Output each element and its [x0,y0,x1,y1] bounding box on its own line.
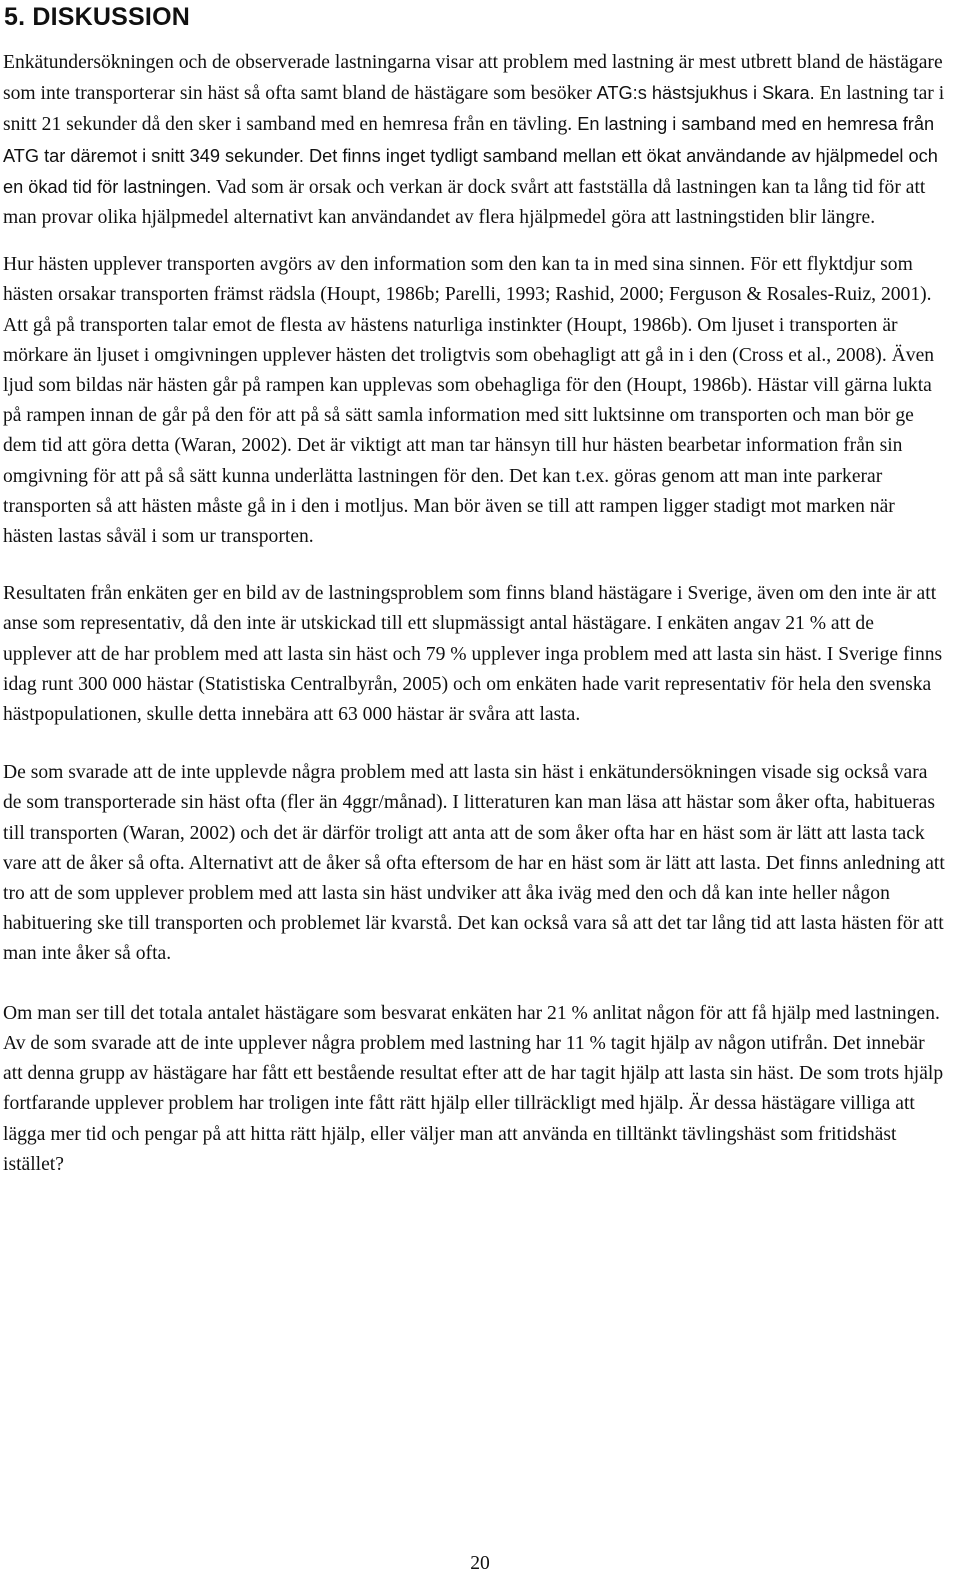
paragraph-1-text-c: En lastning tar i snitt 21 sekunder då den sker i samband med en hemresa från en tävling. [3,83,945,136]
paragraph-1-text-d: En lastning i samband med en hemresa från ATG tar däremot i snitt 349 sekunder. [3,114,935,166]
paragraph-1-text-a: Enkätundersökningen och de observerade lastningarna visar att problem med lastning är mest utbrett bland de hästägare som inte transporterar sin häst så ofta samt bland de hästägare som besöker [3,52,943,105]
paragraph-1 [3,48,947,233]
page-number: 20 [470,1553,490,1574]
paragraph-1-text-b: ATG:s hästsjukhus i Skara. [596,83,815,104]
document-page [3,0,947,1180]
paragraph-2: Hur hästen upplever transporten avgörs av den information som den kan ta in med sina sinnen. För ett flyktdjur som hästen orsakar transporten främst rädsla (Houpt, 1986b; Parelli, 1993; Rashid, 2000; Ferguson & Rosales-Ruiz, 2001). Att gå på transporten talar emot de flesta av hästens naturliga instinkter (Houpt, 1986b). Om ljuset i transporten är mörkare än ljuset i omgivningen upplever hästen det troligtvis som obehagligt att gå in i den (Cross et al., 2008). Även ljud som bildas när hästen går på rampen kan upplevas som obehagliga för den (Houpt, 1986b). Hästar vill gärna lukta på rampen innan de går på den för att på så sätt samla information med sitt luktsinne om transporten och man bör ge dem tid att göra detta (Waran, 2002). Det är viktigt att man tar hänsyn till hur hästen bearbetar information från sin omgivning för att på så sätt kunna underlätta lastningen för den. Det kan t.ex. göras genom att man inte parkerar transporten så att hästen måste gå in i den i motljus. Man bör även se till att rampen ligger stadigt mot marken när hästen lastas såväl i som ur transporten. [3,254,935,548]
section-heading: 5. DISKUSSION [4,3,190,31]
paragraph-5: Om man ser till det totala antalet hästägare som besvarat enkäten har 21 % anlitat någon för att få hjälp med lastningen. Av de som svarade att de inte upplever några problem med lastning har 11 % tagit hjälp av någon utifrån. Det innebär att denna grupp av hästägare har fått ett bestående resultat efter att de har tagit hjälp att lasta sin häst. De som trots hjälp fortfarande upplever problem har troligen inte fått rätt hjälp eller tillräckligt med hjälp. Är dessa hästägare villiga att lägga mer tid och pengar på att hitta rätt hjälp, eller väljer man att använda en tilltänkt tävlingshäst som fritidshäst istället? [3,1002,944,1175]
paragraph-1-text-f: Vad som är orsak och verkan är dock svårt att fastställa då lastningen kan ta lång tid för att man provar olika hjälpmedel alternativt kan användandet av flera hjälpmedel göra att lastningstiden blir längre. [3,176,926,229]
paragraph-3: Resultaten från enkäten ger en bild av de lastningsproblem som finns bland hästägare i Sverige, även om den inte är att anse som representativ, då den inte är utskickad till ett slupmässigt antal hästägare. I enkäten angav 21 % att de upplever att de har problem med att lasta sin häst och 79 % upplever inga problem med att lasta sin häst. I Sverige finns idag runt 300 000 hästar (Statistiska Centralbyrån, 2005) och om enkäten hade varit representativ för hela den svenska hästpopulationen, skulle detta innebära att 63 000 hästar är svåra att lasta. [3,583,943,726]
paragraph-1-text-e: Det finns inget tydligt samband mellan ett ökat användande av hjälpmedel och en ökad tid för lastningen. [3,145,938,197]
paragraph-4: De som svarade att de inte upplevde några problem med att lasta sin häst i enkätundersökningen visade sig också vara de som transporterade sin häst ofta (fler än 4ggr/månad). I litteraturen kan man läsa att hästar som åker ofta, habitueras till transporten (Waran, 2002) och det är därför troligt att anta att de som åker ofta har en häst som är lätt att lasta tack vare att de åker så ofta. Alternativt att de åker så ofta eftersom de har en häst som är lätt att lasta. Det finns anledning att tro att de som upplever problem med att lasta sin häst undviker att åka iväg med den och då kan inte heller någon habituering ske till transporten och problemet lär kvarstå. Det kan också vara så att det tar lång tid att lasta hästen för att man inte åker så ofta. [3,762,945,965]
